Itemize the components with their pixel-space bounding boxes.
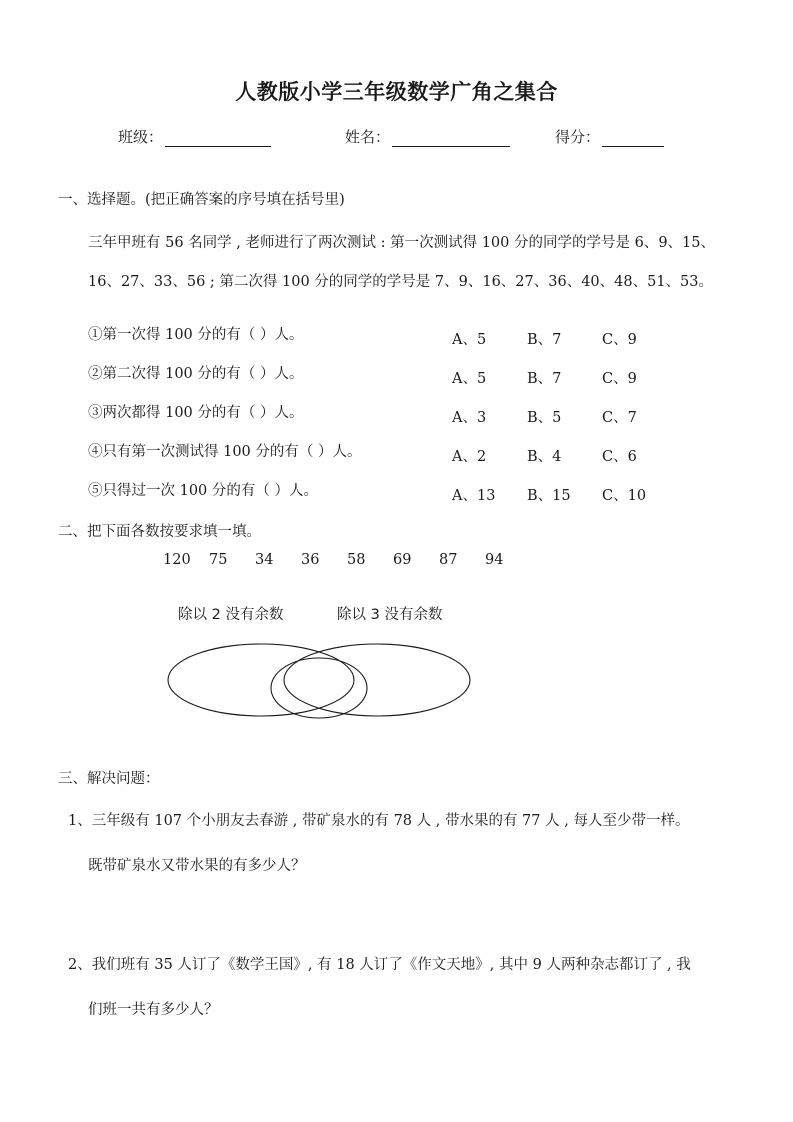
question-5-option-b[interactable]: B、15 [527,488,571,504]
question-3-stem [88,406,304,421]
question-5-stem [88,484,318,499]
problem-1-line-1 [68,814,689,829]
number-item: 120 [163,552,191,568]
question-2-text: 第二次得 100 分的有（ ）人。 [102,366,304,382]
question-2-marker: ② [88,366,103,382]
section-1-passage-line-2: 16、27、33、56 ; 第二次得 100 分的同学的学号是 7、9、16、27、36、40、48、51、53。 [88,274,714,290]
venn-right-ellipse [284,644,470,716]
question-1-option-b[interactable]: B、7 [527,332,562,348]
number-item: 58 [347,552,366,568]
venn-right-label: 除以 3 没有余数 [337,607,443,623]
question-4-marker: ④ [88,444,103,460]
question-4-option-c[interactable]: C、6 [602,449,637,465]
score-field[interactable] [555,126,664,147]
name-label: 姓名： [345,128,391,146]
problem-2-number: 2、 [68,957,92,973]
question-3-option-c[interactable]: C、7 [602,410,637,426]
number-item: 87 [439,552,458,568]
question-2-stem [88,367,304,382]
question-1-stem [88,328,304,343]
problem-2-line-1 [68,958,691,973]
number-item: 36 [301,552,320,568]
question-3-option-b[interactable]: B、5 [527,410,562,426]
question-5-option-a[interactable]: A、13 [452,488,496,504]
question-5-marker: ⑤ [88,483,103,499]
problem-2-line-2: 们班一共有多少人？ [88,1002,219,1018]
question-2-option-c[interactable]: C、9 [602,371,637,387]
score-label: 得分： [555,128,601,146]
question-5-option-c[interactable]: C、10 [602,488,647,504]
student-info-line [118,126,718,150]
question-4-stem [88,445,362,460]
number-item: 69 [393,552,412,568]
page-title: 人教版小学三年级数学广角之集合 [235,80,558,104]
problem-2-text-1: 我们班有 35 人订了《数学王国》, 有 18 人订了《作文天地》, 其中 9 人两种杂志都订了 , 我 [91,957,691,973]
question-3-text: 两次都得 100 分的有（ ）人。 [102,405,304,421]
question-1-text: 第一次得 100 分的有（ ）人。 [102,327,304,343]
venn-left-ellipse [168,644,354,716]
number-item: 94 [485,552,504,568]
name-field[interactable] [345,126,510,147]
class-label: 班级： [118,128,164,146]
venn-intersection-ellipse [271,658,367,718]
question-5-text: 只得过一次 100 分的有（ ）人。 [102,483,319,499]
question-1-option-c[interactable]: C、9 [602,332,637,348]
class-blank-rule[interactable] [165,131,271,147]
name-blank-rule[interactable] [392,131,510,147]
question-1-option-a[interactable]: A、5 [452,332,487,348]
section-2-heading: 二、把下面各数按要求填一填。 [58,524,261,540]
question-4-option-a[interactable]: A、2 [452,449,487,465]
question-1-marker: ① [88,327,103,343]
venn-diagram [160,636,480,722]
question-2-option-b[interactable]: B、7 [527,371,562,387]
section-1-heading: 一、选择题。(把正确答案的序号填在括号里) [58,192,345,208]
number-list [163,552,531,568]
question-4-option-b[interactable]: B、4 [527,449,562,465]
problem-1-number: 1、 [68,813,92,829]
problem-1-line-2: 既带矿泉水又带水果的有多少人？ [88,858,306,874]
class-field[interactable] [118,126,271,147]
question-3-option-a[interactable]: A、3 [452,410,487,426]
number-item: 34 [255,552,274,568]
problem-1-text-1: 三年级有 107 个小朋友去春游 , 带矿泉水的有 78 人 , 带水果的有 77 人 , 每人至少带一样。 [91,813,690,829]
question-2-option-a[interactable]: A、5 [452,371,487,387]
score-blank-rule[interactable] [602,131,664,147]
question-4-text: 只有第一次测试得 100 分的有（ ）人。 [102,444,362,460]
venn-left-label: 除以 2 没有余数 [178,607,284,623]
number-item: 75 [209,552,228,568]
question-3-marker: ③ [88,405,103,421]
section-1-passage-line-1: 三年甲班有 56 名同学 , 老师进行了两次测试 : 第一次测试得 100 分的同学的学号是 6、9、15、 [88,235,716,251]
section-3-heading: 三、解决问题： [58,771,160,787]
